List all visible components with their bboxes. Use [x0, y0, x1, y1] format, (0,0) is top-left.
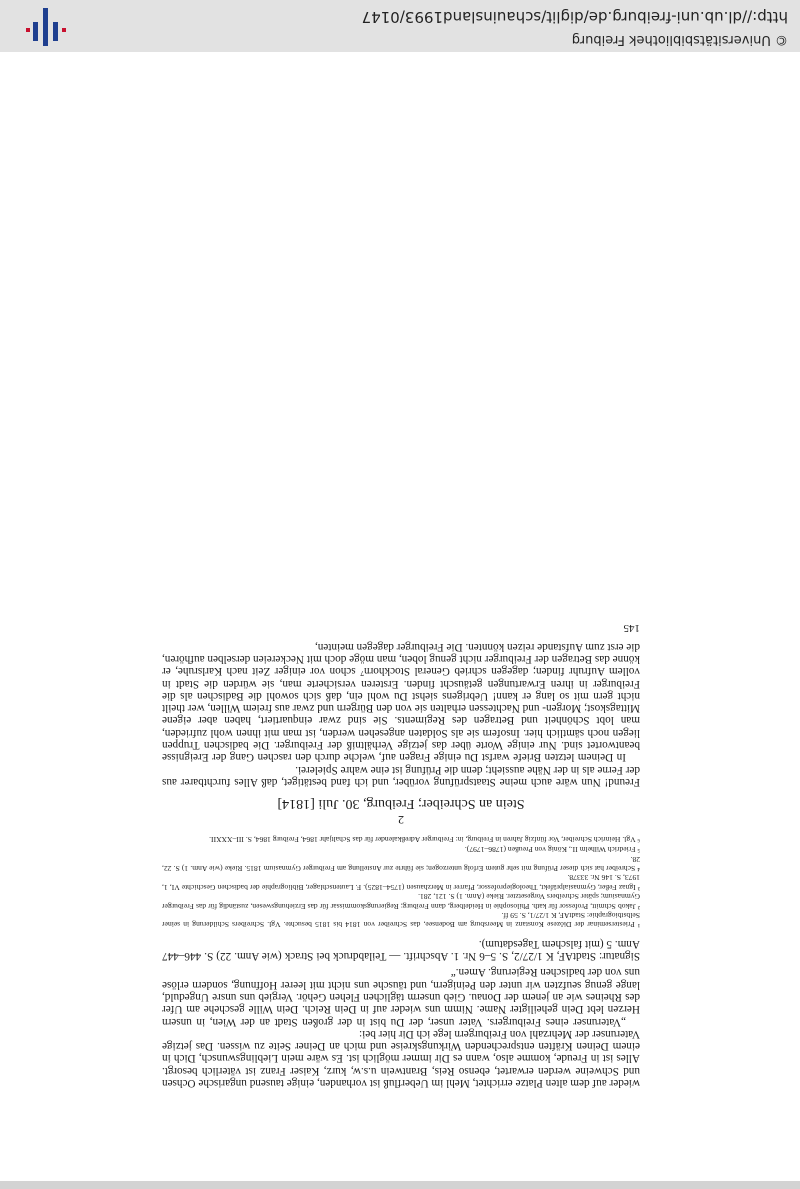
footnote: ⁵ Friedrich Wilhelm II., König von Preußen (1786–1797).: [464, 844, 640, 854]
footnotes: [162, 835, 640, 930]
footnote: ³ Ignaz Feßer, Gymnasialpräfekt, Theologieprofessor, Pfarrer in Merzhausen (1754–1825). F. Lautenschlager, Bibliographie der badischen Geschichte VI, 1, 1973, S. 146 Nr. 33378.: [162, 873, 640, 892]
paragraph: Freund! Nun wäre auch meine Staatsprüfung vorüber, und ich fand bestätiget, daß Alles furchtbarer aus der Ferne als in der Nähe aussieht; denn die Prüfung ist eine wahre Spielerei.: [162, 763, 640, 788]
paragraph: In Deinem letzten Briefe warfst Du einige Fragen auf, welche durch den raschen Gang der Ereignisse beantwortet sind. Nur einige Worte über das jetzige Verhältniß der Freiburger. Die badischen Truppen liegen noch sämtlich hier. Insofern sie als Soldaten angesehen werden, ist man mit ihnen wohl zufrieden, man lobt Schönheit und Betragen des Regiments. Sie sind zwar einquartiert, haben aber eigene Mittagskost; Morgen- und Nachtessen erhalten sie von den Bürgern und zwar aus freiem Willen, wer theilt nicht gern mit so lang er kann! Uebrigens siehst Du wohl ein, daß sich sowohl die Badischen als die Freiburger in ihren Erwartungen getäuscht finden. Ersteren versicherte man, sie würden die Stadt in vollem Aufruhr finden; dagegen schrieb General Stockhorn⁷ schon vor einiger Zeit nach Karlsruhe, er könne das Betragen der Freiburger nicht genug loben, man möge doch mit Neckereien derselben aufhören, die erst zum Aufstande reizen könnten. Die Freiburger dagegen meinten,: [162, 640, 640, 764]
footnote: ⁶ Vgl. Heinrich Schreiber, Vor fünfzig Jahren in Freiburg, in: Freiburger Adreßkalender für das Schaltjahr 1864, Freiburg 1864, S. III–XXXII.: [209, 835, 640, 845]
footnote: ² Jakob Schmitt, Professor für kath. Philosophie in Heidelberg, dann Freiburg; Regierungskommissar für das Erziehungswesen, zuständig für das Freiburger Gymnasium; später Schreibers Vorgesetzter. Rieke (Anm. 1) S. 121, 281.: [162, 892, 640, 911]
footnote: ¹ Priesterseminar der Diözese Konstanz in Meersburg am Bodensee, das Schreiber von 1814 bis 1815 besuchte. Vgl. Schreibers Schilderung in seiner Selbstbiographie: StadtAF, K 1/27/1, S. 59 ff.: [162, 911, 640, 930]
viewer-header: [0, 0, 800, 52]
document-page: [162, 622, 640, 1089]
signature-note: Signatur: StadtAF, K 1/27/2, S. 5–6 Nr. 1. Abschrift. — Teilabdruck bei Strack (wie Anm. 22) S. 446–447 Anm. 5 (mit falschem Tagesdatum).: [162, 937, 640, 963]
permalink-url[interactable]: http://dl.ub.uni-freiburg.de/diglit/schauinsland1993/0147: [361, 8, 788, 26]
university-logo-icon: [26, 8, 66, 46]
page-number: 145: [623, 622, 640, 635]
paragraph: „Vaterunser eines Freiburgers. Vater unser, der Du bist in der großen Stadt an der Wien, in unsern Herzen lebt Dein geheiligter Name. Nimm uns wieder auf in Dein Reich. Dein Wille geschehe am Ufer des Rheines wie an jenem der Donau. Gieb unserm täglichen Flehen Gehör. Vergieb uns unsre Ungeduld, lange genug seufzten wir unter den Peinigern, und täusche uns nicht mit leerer Hoffnung, sondern erlöse uns von der badischen Regierung. Amen.“: [162, 966, 640, 1028]
letter-number: 2: [398, 812, 404, 827]
letter-title: Stein an Schreiber; Freiburg, 30. Juli [1814]: [277, 795, 525, 811]
copyright-text: © Universitätsbibliothek Freiburg: [571, 32, 788, 47]
bottom-scrollbar[interactable]: [0, 1181, 800, 1189]
footnote: ⁴ Schreiber hat sich dieser Prüfung mit sehr gutem Erfolg unterzogen; sie führte zur Anstellung am Freiburger Gymnasium 1815. Rieke (wie Anm. 1) S. 22, 28.: [162, 854, 640, 873]
paragraph: wieder auf dem alten Platze errichtet, Mehl im Ueberfluß ist vorhanden, einige tausend ungarische Ochsen und Schweine werden erwartet, ebenso Reis, Brantwein u.s.w, kurz, Kaiser Franz ist väterlich besorgt. Alles ist in Freude, komme also, wann es Dir immer möglich ist. Es wäre mein Lieblingswunsch, Dich in einem Deinen Kräften entsprechenden Wirkungskreise und mich an Deiner Seite zu wissen. Das jetzige Vaterunser der Mehrzahl von Freiburgern lege ich Dir hier bei:: [162, 1027, 640, 1089]
